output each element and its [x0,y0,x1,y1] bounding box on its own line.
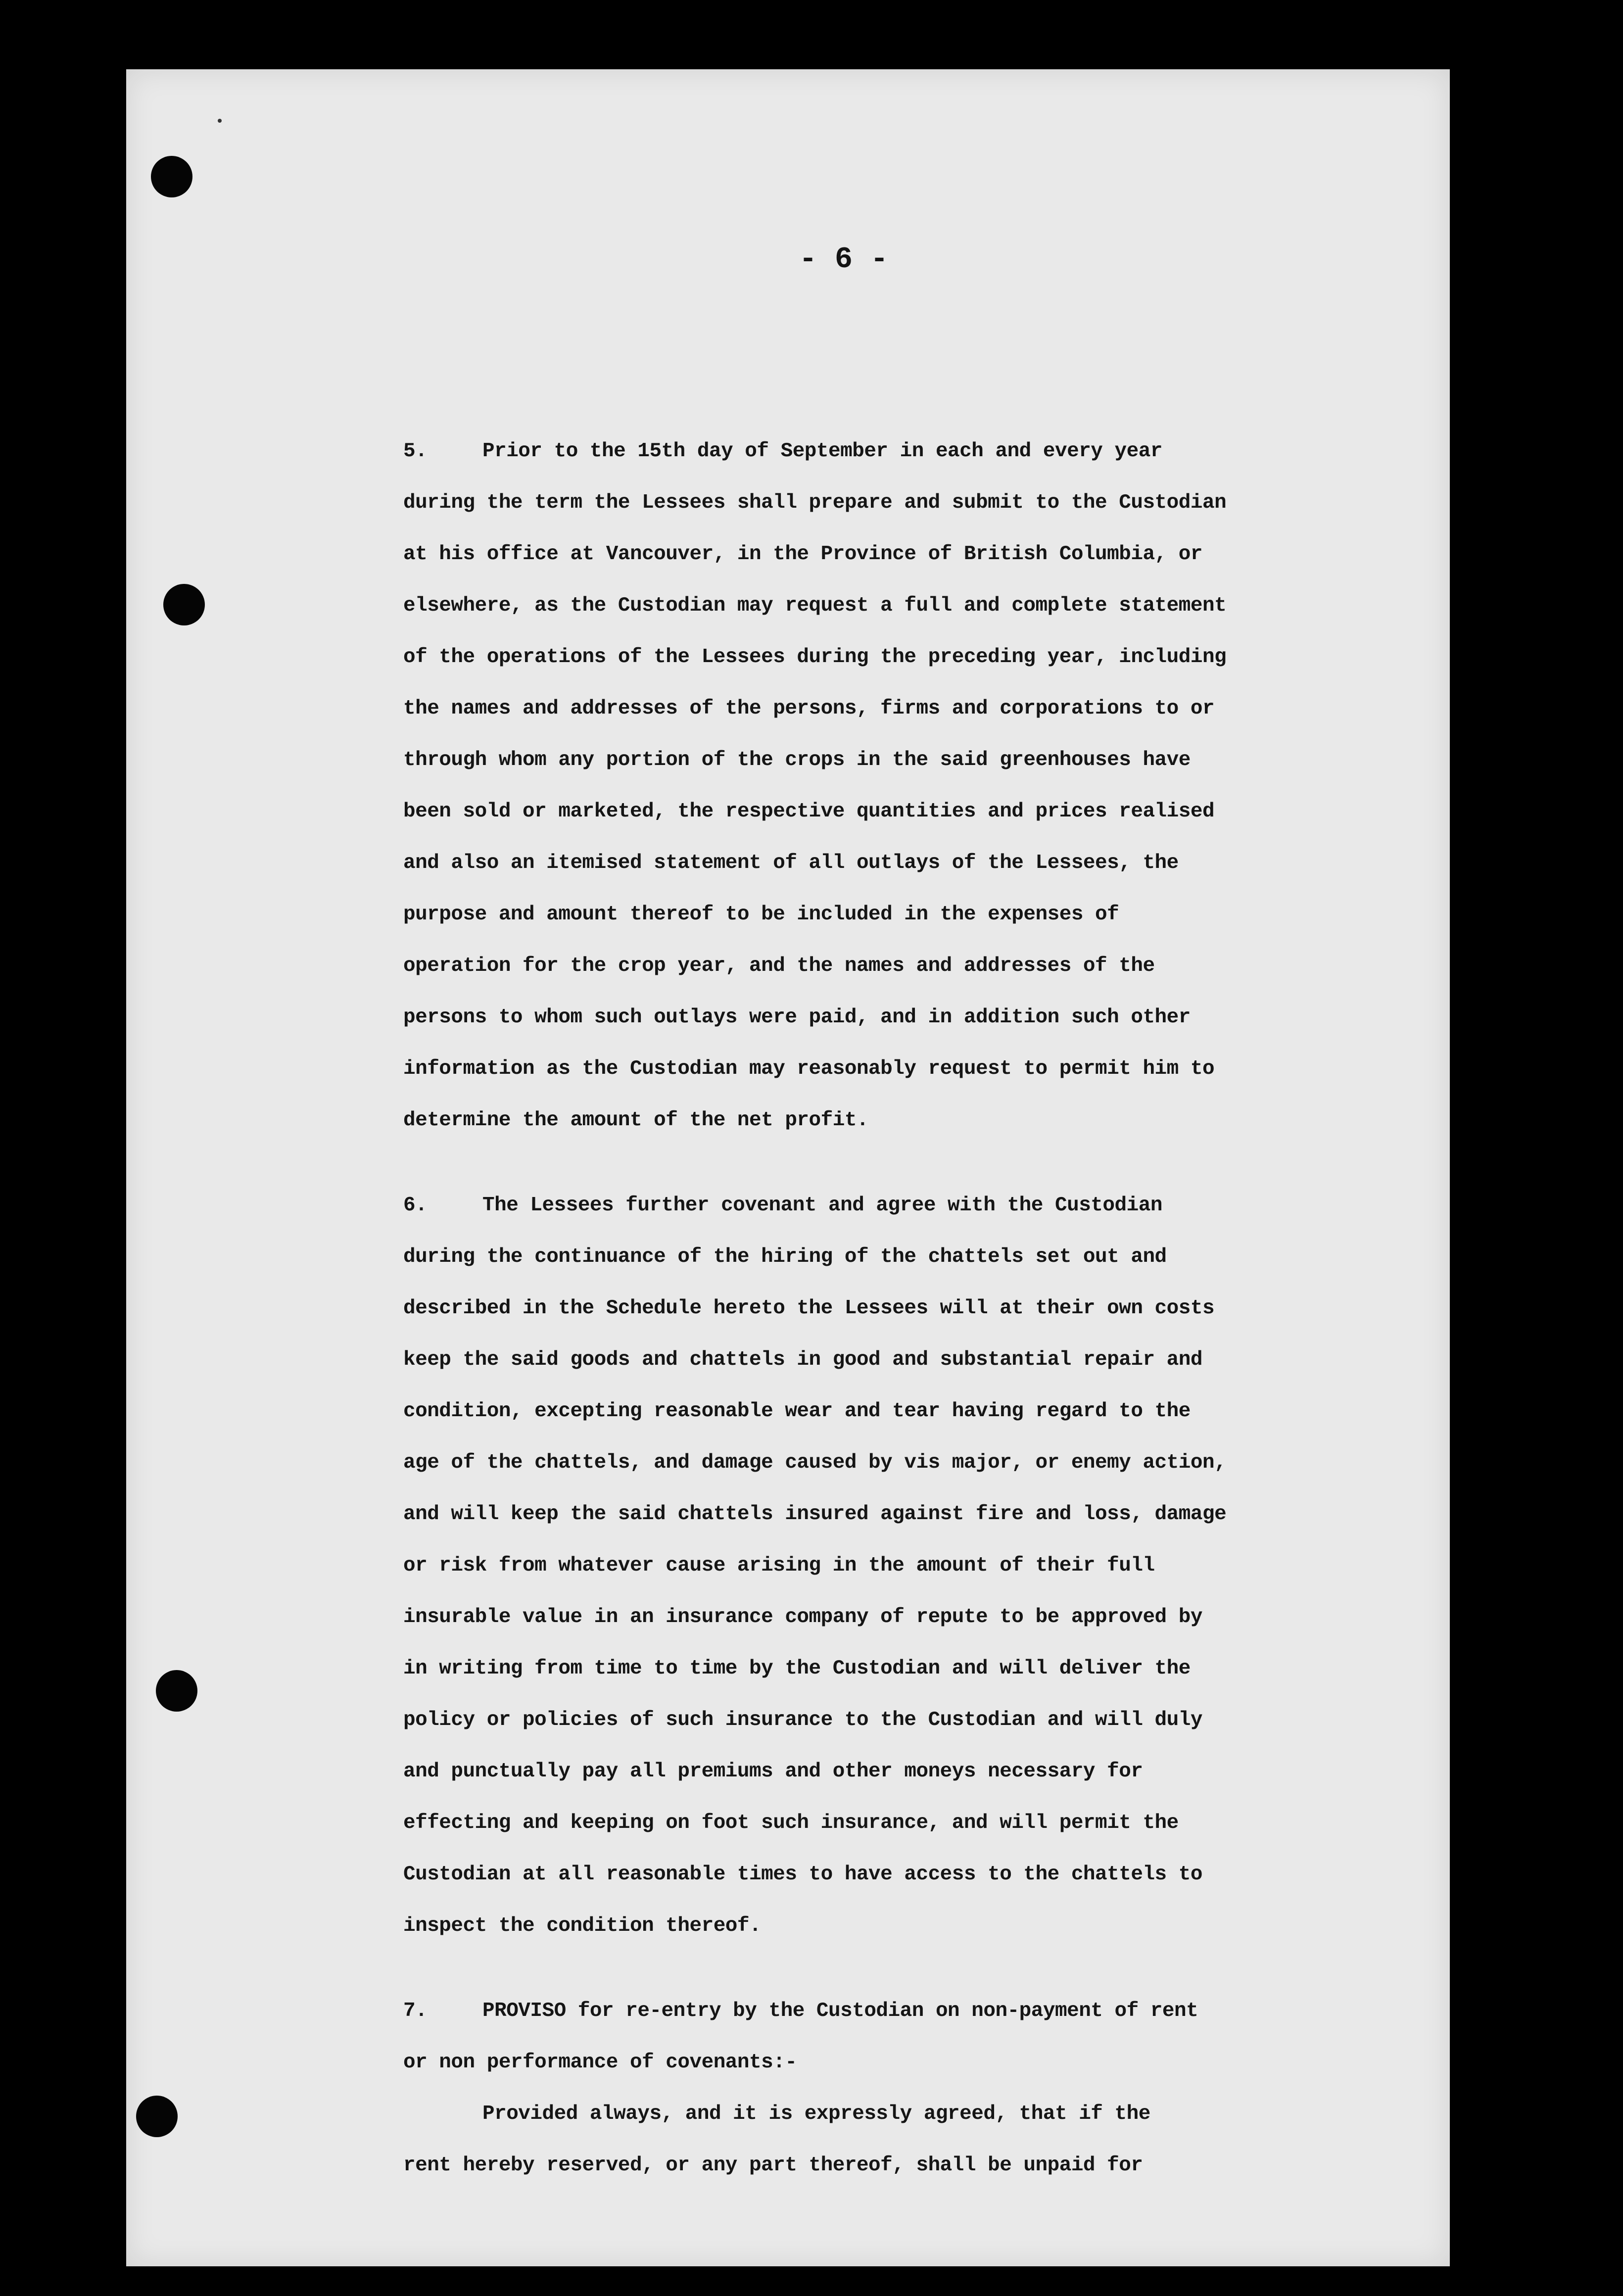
clause-line: persons to whom such outlays were paid, and in addition such other [403,1006,1191,1029]
clause-line: determine the amount of the net profit. [403,1109,869,1132]
clause-line: Prior to the 15th day of September in each and every year [482,440,1162,463]
punch-hole-2 [163,584,205,625]
clause-5 [403,426,1450,1146]
clause-line: policy or policies of such insurance to the Custodian and will duly [403,1709,1202,1731]
punch-hole-1 [151,156,192,197]
clause-line: condition, excepting reasonable wear and tear having regard to the [403,1400,1191,1423]
clause-line: Custodian at all reasonable times to have access to the chattels to [403,1863,1202,1886]
clause-number: 6. [403,1194,428,1217]
clause-line: purpose and amount thereof to be included in the expenses of [403,903,1119,926]
clause-line: PROVISO for re-entry by the Custodian on non-payment of rent [482,2000,1198,2022]
clause-number: 7. [403,2000,428,2022]
clause-line: Provided always, and it is expressly agreed, that if the [482,2103,1150,2125]
document-page [126,69,1450,2266]
page-number: - 6 - [799,243,889,277]
clause-7 [403,1985,1450,2191]
clause-line: the names and addresses of the persons, firms and corporations to or [403,697,1215,720]
clause-line: elsewhere, as the Custodian may request a full and complete statement [403,594,1227,617]
clause-number: 5. [403,440,428,463]
clause-line: and also an itemised statement of all outlays of the Lessees, the [403,852,1179,874]
clause-line: insurable value in an insurance company of repute to be approved by [403,1606,1202,1628]
clause-line: effecting and keeping on foot such insurance, and will permit the [403,1812,1179,1834]
clause-line: during the continuance of the hiring of the chattels set out and [403,1245,1167,1268]
clause-line: The Lessees further covenant and agree with the Custodian [482,1194,1162,1217]
clause-line: or non performance of covenants:- [403,2051,797,2074]
clause-line: through whom any portion of the crops in the said greenhouses have [403,749,1191,771]
clause-line: and punctually pay all premiums and other moneys necessary for [403,1760,1143,1783]
speck [218,119,222,123]
clause-line: operation for the crop year, and the names and addresses of the [403,955,1155,977]
punch-hole-4 [136,2096,178,2137]
clause-line: keep the said goods and chattels in good and substantial repair and [403,1348,1202,1371]
clause-line: and will keep the said chattels insured against fire and loss, damage [403,1503,1227,1526]
clause-line: inspect the condition thereof. [403,1914,762,1937]
clause-line: or risk from whatever cause arising in the amount of their full [403,1554,1155,1577]
clause-line: in writing from time to time by the Custodian and will deliver the [403,1657,1191,1680]
clause-line: age of the chattels, and damage caused by vis major, or enemy action, [403,1451,1227,1474]
punch-hole-3 [156,1670,197,1712]
clause-line: of the operations of the Lessees during the preceding year, including [403,646,1227,669]
clause-line: information as the Custodian may reasonably request to permit him to [403,1057,1215,1080]
clause-line: been sold or marketed, the respective quantities and prices realised [403,800,1215,823]
clause-line: during the term the Lessees shall prepare and submit to the Custodian [403,491,1227,514]
clause-6 [403,1180,1450,1952]
clause-line: rent hereby reserved, or any part thereof, shall be unpaid for [403,2154,1143,2177]
clause-line: at his office at Vancouver, in the Province of British Columbia, or [403,543,1202,566]
clause-line: described in the Schedule hereto the Lessees will at their own costs [403,1297,1215,1320]
document-body [403,426,1450,2191]
